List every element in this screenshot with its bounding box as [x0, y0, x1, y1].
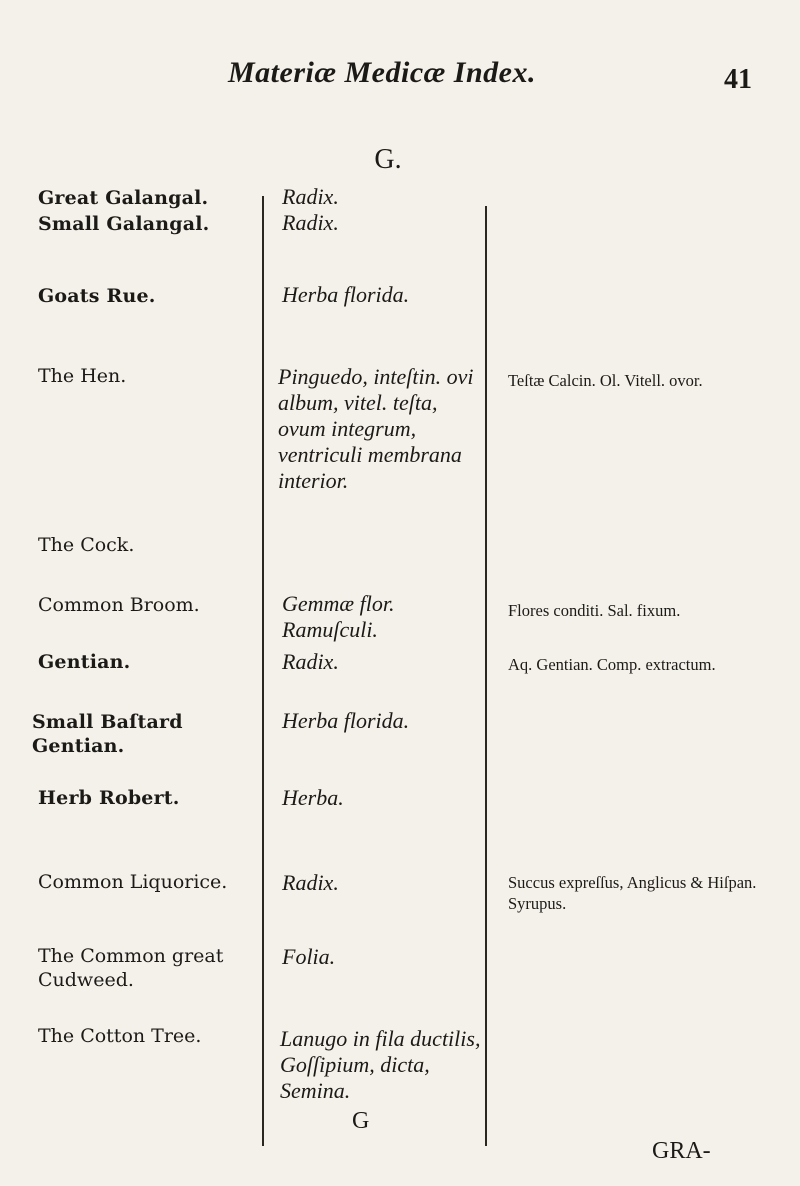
part-used: Radix. — [282, 649, 339, 674]
plant-name: The Common great Cudweed. — [38, 945, 224, 991]
part-used: Herba florida. — [282, 708, 410, 733]
plant-name: Small Baſtard Gentian. — [32, 711, 183, 757]
plant-name: The Cotton Tree. — [38, 1025, 202, 1047]
plant-name: Goats Rue. — [38, 285, 156, 307]
column-rule-left — [262, 196, 264, 1146]
part-used: Lanugo in fila ductilis, Goſſipium, dicta, Semina. — [280, 1026, 481, 1103]
plant-name: Herb Robert. — [38, 787, 180, 809]
part-used: Gemmæ flor. Ramuſculi. — [282, 591, 395, 642]
part-used: Folia. — [282, 944, 336, 969]
part-used: Radix. — [282, 184, 339, 209]
plant-name: Common Broom. — [38, 594, 200, 616]
preparation: Aq. Gentian. Comp. extractum. — [508, 655, 716, 674]
column-rule-right — [485, 206, 487, 1146]
preparation: Succus expreſſus, Anglicus & Hiſpan. Syrupus. — [508, 873, 757, 913]
running-title: Materiæ Medicæ Index. — [228, 56, 536, 89]
plant-name: Great Galangal. — [38, 187, 209, 209]
preparation: Teſtæ Calcin. Ol. Vitell. ovor. — [508, 371, 703, 390]
section-letter: G. — [374, 144, 402, 175]
preparation: Flores conditi. Sal. fixum. — [508, 601, 681, 620]
plant-name: Common Liquorice. — [38, 871, 228, 893]
part-used: Herba florida. — [282, 282, 410, 307]
part-used: Radix. — [282, 870, 339, 895]
catchword: GRA- — [652, 1138, 711, 1164]
part-used: Radix. — [282, 210, 339, 235]
plant-name: Gentian. — [38, 651, 131, 673]
part-used: Pinguedo, inteſtin. ovi album, vitel. teſta, ovum integrum, ventriculi membrana interior. — [278, 364, 474, 493]
part-used: Herba. — [282, 785, 344, 810]
animal-name: The Cock. — [38, 534, 135, 556]
page-number: 41 — [724, 64, 752, 95]
signature-mark: G — [352, 1108, 370, 1134]
animal-name: The Hen. — [38, 365, 127, 387]
plant-name: Small Galangal. — [38, 213, 210, 235]
